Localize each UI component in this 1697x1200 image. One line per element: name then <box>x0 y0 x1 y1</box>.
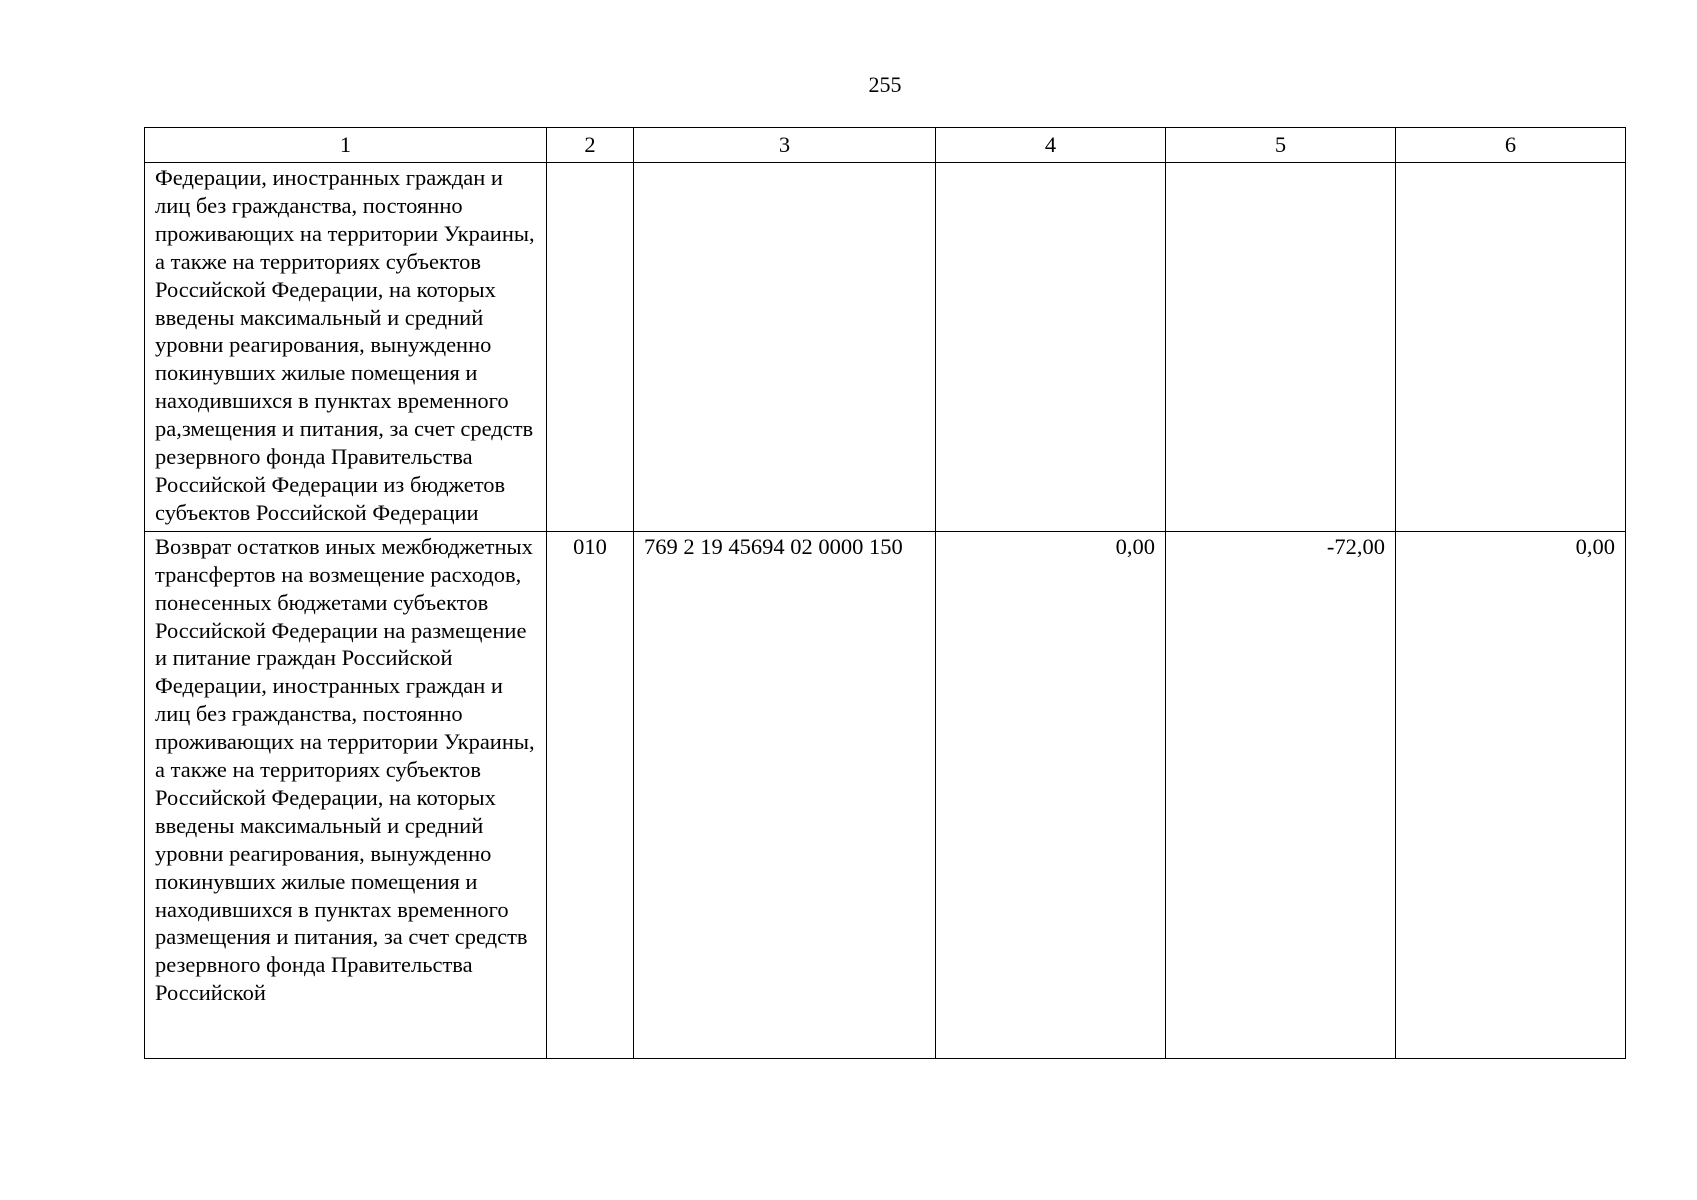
cell-budget-code <box>634 163 936 532</box>
cell-amount-col5 <box>1166 163 1396 532</box>
cell-description: Возврат остатков иных межбюджетных трансфертов на возмещение расходов, понесенных бюджетами субъектов Российской Федерации на размещение и питание граждан Российской Федерации, иностранных граждан и лиц без гражданства, постоянно проживающих на территории Украины, а также на территориях субъектов Российской Федерации, на которых введены максимальный и средний уровни реагирования, вынужденно покинувших жилые помещения и находившихся в пунктах временного размещения и питания, за счет средств резервного фонда Правительства Российской <box>145 531 547 1058</box>
cell-description: Федерации, иностранных граждан и лиц без гражданства, постоянно проживающих на территории Украины, а также на территориях субъектов Российской Федерации, на которых введены максимальный и средний уровни реагирования, вынужденно покинувших жилые помещения и находившихся в пунктах временного ра,змещения и питания, за счет средств резервного фонда Правительства Российской Федерации из бюджетов субъектов Российской Федерации <box>145 163 547 532</box>
cell-amount-col6: 0,00 <box>1396 531 1626 1058</box>
cell-line-code <box>547 163 634 532</box>
column-header-4: 4 <box>936 128 1166 163</box>
cell-amount-col5: -72,00 <box>1166 531 1396 1058</box>
cell-amount-col4 <box>936 163 1166 532</box>
cell-amount-col6 <box>1396 163 1626 532</box>
column-header-2: 2 <box>547 128 634 163</box>
table-row <box>145 531 1626 1058</box>
data-table <box>144 127 1626 1059</box>
page-number: 255 <box>868 72 902 97</box>
cell-budget-code: 769 2 19 45694 02 0000 150 <box>634 531 936 1058</box>
table-row <box>145 163 1626 532</box>
column-header-3: 3 <box>634 128 936 163</box>
table-header-row <box>145 128 1626 163</box>
column-header-1: 1 <box>145 128 547 163</box>
column-header-5: 5 <box>1166 128 1396 163</box>
cell-line-code: 010 <box>547 531 634 1058</box>
column-header-6: 6 <box>1396 128 1626 163</box>
cell-amount-col4: 0,00 <box>936 531 1166 1058</box>
